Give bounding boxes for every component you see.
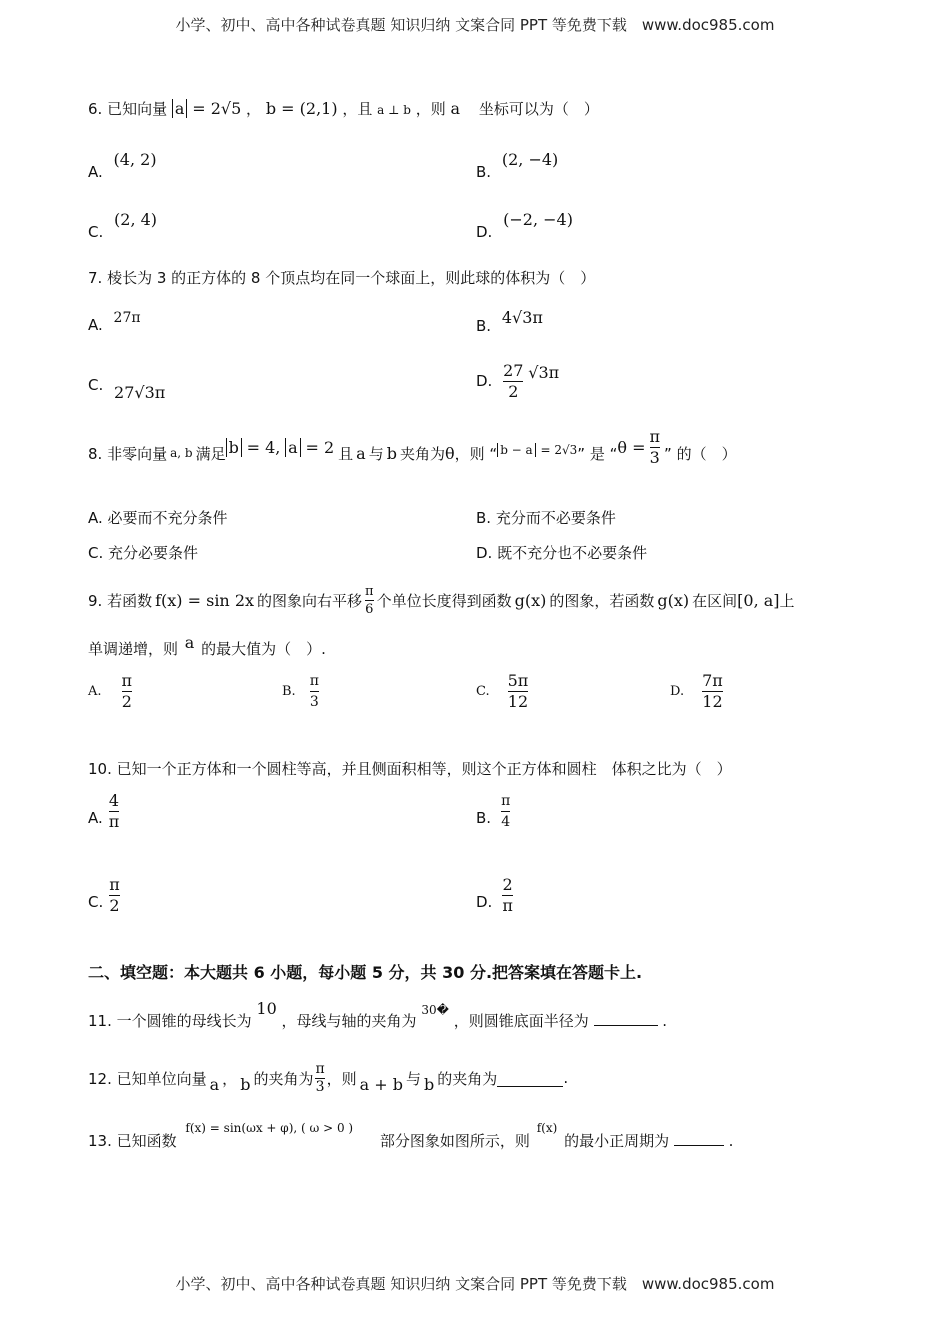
q8-theta: θ [445,443,455,463]
fraction-numerator: 27 [503,361,524,380]
q11-angle: 30� [421,1003,449,1017]
section-2-title: 二、填空题：本大题共 6 小题，每小题 5 分，共 30 分.把答案填在答题卡上. [88,963,643,982]
option-label: C. [88,223,104,241]
option-fraction [122,672,133,711]
q9-g1: g(x) [514,590,547,610]
option-fraction [501,792,510,831]
q12-t2: ，则 [326,1069,357,1088]
q8-cond-text: 满足 [195,444,226,463]
q12-prefix: 12. 已知单位向量 [88,1069,207,1088]
q8-cond-mid: = 4, [246,437,281,457]
fraction-denominator: π [502,896,513,915]
option-value: (2, 4) [114,210,158,229]
option-label: C. [88,893,104,911]
option-label: D. [476,893,493,911]
q6-then: ，则 [415,100,446,118]
option-value: 充分必要条件 [108,544,199,562]
option-label: C. [88,376,104,394]
q11-end: . [662,1012,668,1030]
q12-b2: b [424,1074,435,1094]
option-value: 4√3π [501,308,543,327]
fraction-bar [310,691,319,692]
option-value: 27π [113,310,141,326]
fraction-denominator: 2 [109,896,120,915]
fraction-denominator: 3 [649,447,660,467]
q9-line2b: 的最大值为（ ）. [201,640,326,658]
option-fraction [508,672,529,711]
q6-perp: a ⊥ b [377,103,411,117]
q8-with: 与 [368,444,384,463]
page-footer: 小学、初中、高中各种试卷真题 知识归纳 文案合同 PPT 等免费下载 www.doc985.com [175,1275,775,1293]
option-label: A. [88,163,103,181]
q11-suffix: ，则圆锥底面半径为 [453,1012,589,1030]
option-fraction [503,362,523,401]
q12-a-plus-b: a + b [359,1074,404,1094]
option-fraction [310,672,319,711]
q8-prefix: 8. 非零向量 [88,444,168,463]
q11-answer-blank[interactable] [594,1025,658,1026]
q8-abs-a: a [285,438,301,457]
option-label: B. [476,809,492,827]
question-9-line-2 [88,633,326,659]
q8-then: ，则 “ [454,444,498,463]
q9-shift-fraction [365,584,374,617]
q8-option-b [476,507,616,528]
question-7-stem: 7. 棱长为 3 的正方体的 8 个顶点均在同一个球面上，则此球的体积为（ ） [88,269,596,287]
option-fraction [109,792,120,831]
q12-end: . [563,1069,569,1087]
q8-abs-b-minus-a: b − a [497,443,536,457]
q6-suffix: 坐标可以为（ ） [478,100,599,118]
option-value: (2, −4) [501,150,559,169]
option-label: C. [88,544,104,562]
q9-t2: 个单位长度得到函数 [376,591,512,610]
question-10-stem: 10. 已知一个正方体和一个圆柱等高，并且侧面积相等，则这个正方体和圆柱 体积之比为（ ） [88,760,732,778]
q13-answer-blank[interactable] [674,1145,724,1146]
fraction-numerator: 4 [108,791,120,810]
q6-prefix: 6. 已知向量 [88,100,168,118]
q8-option-d [476,542,647,563]
fraction-numerator: π [501,793,511,809]
q8-vars: a, b [170,446,193,460]
fraction-numerator: π [121,671,133,690]
q10-option-d [476,876,513,915]
q8-angle-text: 夹角为 [399,444,445,463]
q6-b-vec: b = (2,1) [265,99,338,118]
option-value: 既不充分也不必要条件 [497,544,648,562]
q9-g2: g(x) [657,590,690,610]
q8-cond2-end: = 2√3 [540,443,578,457]
q6-abs-a: a [172,99,188,118]
fraction-numerator: 7π [702,671,723,690]
option-fraction [109,876,120,915]
q8-is: ” 是 “ [577,444,618,463]
q10-option-b [476,792,510,831]
q6-eq1: = 2√5 [192,99,242,118]
q13-prefix: 13. 已知函数 [88,1132,177,1150]
q8-theta-eq: θ = [617,437,646,457]
option-label: B. [476,509,492,527]
fraction-denominator: 4 [501,814,511,830]
q9-option-c [476,672,528,711]
q8-tail: ” 的（ ） [664,444,737,463]
option-label: B. [476,317,492,335]
fraction-denominator: 2 [508,382,519,401]
q8-option-c [88,542,198,563]
q7-option-a [88,310,141,334]
q9-line2a: 单调递增，则 [88,640,179,658]
q6-option-d [476,210,573,241]
option-label: D. [476,372,493,390]
option-label: D. [670,684,685,699]
fraction-numerator: π [309,673,319,689]
q8-condition [226,438,335,457]
fraction-denominator: 3 [309,694,319,710]
q6-a-var: a [450,99,461,118]
fraction-denominator: 3 [315,1078,325,1095]
q13-end: . [728,1132,734,1150]
question-12 [88,1056,568,1100]
q12-b: b [240,1074,251,1094]
q6-option-b [476,150,559,181]
q11-mid: ，母线与轴的夹角为 [281,1012,417,1030]
q12-a: a [209,1074,220,1094]
option-label: A. [88,509,103,527]
q12-answer-blank[interactable] [497,1070,563,1087]
q12-t3: 的夹角为 [437,1069,498,1088]
option-fraction [702,672,723,711]
question-11 [88,999,668,1031]
fraction-bar [365,600,374,601]
option-label: A. [88,809,103,827]
option-value: 27√3π [114,383,166,402]
q8-option-a [88,507,228,528]
fraction-numerator: 5π [507,671,529,690]
option-value: 必要而不充分条件 [107,509,228,527]
option-value: 充分而不必要条件 [495,509,616,527]
q8-fraction [650,428,661,467]
q12-fraction [315,1062,324,1095]
fraction-denominator: 6 [365,601,374,617]
q9-t3: 的图象，若函数 [549,591,655,610]
q12-t1: 的夹角为 [253,1069,314,1088]
q9-t4: 在区间 [692,591,738,610]
q13-fx: f(x) [536,1121,558,1135]
q7-option-b [476,308,543,335]
q6-mid: ，且 [342,100,373,118]
q8-abs-b: b [226,438,242,457]
q13-t1: 部分图象如图所示，则 [379,1132,530,1150]
fraction-numerator: π [109,875,120,894]
fraction-denominator: 12 [507,692,529,711]
q8-cond-end: = 2 [305,437,335,457]
option-label: C. [476,684,490,699]
fraction-numerator: π [315,1060,325,1077]
option-tail: √3π [528,363,560,382]
option-label: A. [88,316,103,334]
q9-interval: [0, a] [737,590,780,610]
option-label: D. [476,223,493,241]
option-fraction [502,876,513,915]
q8-a: a [356,443,366,463]
q9-a: a [184,633,195,652]
page-header: 小学、初中、高中各种试卷真题 知识归纳 文案合同 PPT 等免费下载 www.doc985.com [175,16,775,34]
option-label: D. [476,544,493,562]
fraction-numerator: π [365,583,374,599]
q11-length: 10 [256,999,277,1018]
q9-prefix: 9. 若函数 [88,591,153,610]
option-value: (−2, −4) [503,210,573,229]
fraction-numerator: π [649,426,661,446]
fraction-denominator: π [108,812,120,831]
q9-option-a [88,672,132,711]
question-8-stem [88,428,737,478]
q6-sep1: ， [246,100,262,118]
q11-prefix: 11. 一个圆锥的母线长为 [88,1012,252,1030]
q6-option-a [88,150,157,181]
q12-with: 与 [406,1069,422,1088]
q9-option-d [670,672,723,711]
option-label: B. [282,684,296,699]
q10-option-c [88,876,120,915]
fraction-denominator: 12 [702,692,723,711]
q8-and: 且 [338,444,354,463]
q10-option-a [88,792,119,831]
option-label: A. [88,684,102,699]
q9-t1: 的图象向右平移 [257,591,363,610]
option-label: B. [476,163,492,181]
q8-b: b [386,443,397,463]
q13-t2: 的最小正周期为 [564,1132,670,1150]
q7-option-d [476,362,559,401]
q6-option-c [88,210,158,241]
q8-condition-2 [497,440,577,458]
q9-f: f(x) = sin 2x [155,590,255,610]
question-9-stem [88,576,795,624]
fraction-bar [501,811,510,812]
q12-comma: ， [222,1069,238,1088]
fraction-numerator: 2 [502,875,513,894]
option-value: (4, 2) [113,150,157,169]
q13-function: f(x) = sin(ωx + φ), ( ω > 0 ) [185,1121,354,1135]
q7-option-c [88,375,166,402]
fraction-denominator: 2 [121,692,132,711]
question-6-stem [88,98,599,119]
q9-t5: 上 [779,591,795,610]
q9-option-b [282,672,319,711]
